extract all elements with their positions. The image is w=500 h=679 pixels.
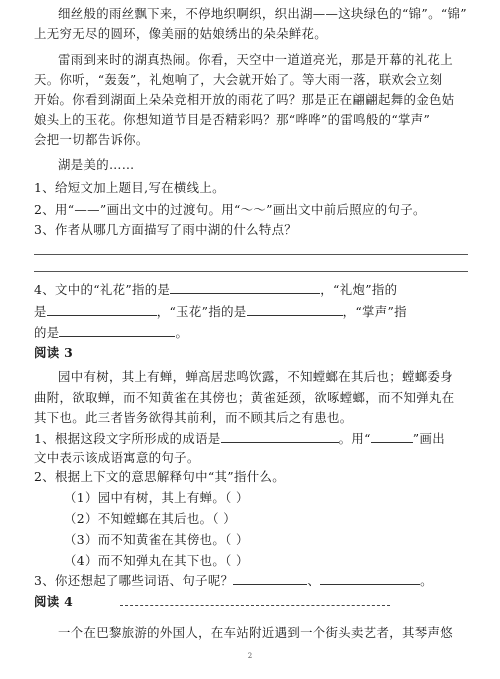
- reading2-p1-line1: 细丝般的雨丝飘下来，不停地织啊织，织出湖——这块绿色的“锦”。“锦”: [58, 6, 467, 21]
- r3-q1-blank-mark[interactable]: [371, 430, 413, 443]
- reading3-q2-item-2: （2）不知螳螂在其后也。（ ）: [64, 511, 236, 526]
- q4-text-d: ，“玉花”指的是: [156, 304, 247, 319]
- r3-q3-text-b: 、: [307, 573, 321, 588]
- reading2-p3: 湖是美的……: [58, 157, 135, 172]
- reading3-question-1-line2: 文中表示该成语寓意的句子。: [34, 450, 200, 465]
- reading3-question-2: 2、根据上下文的意思解释句中“其”指什么。: [34, 469, 285, 484]
- reading2-p2-line5: 会把一切都告诉你。: [34, 132, 149, 147]
- answer-line-2[interactable]: [34, 271, 468, 272]
- q4-blank-yuhua[interactable]: [247, 303, 343, 316]
- r3-q3-text-c: 。: [420, 573, 433, 588]
- reading2-p2-line3: 开始。你看到湖面上朵朵竞相开放的雨花了吗？那是正在翩翩起舞的金色姑: [34, 92, 455, 107]
- reading4-p-line1: 一个在巴黎旅游的外国人，在车站附近遇到一个街头卖艺者，其琴声悠: [58, 625, 453, 640]
- q4-blank-lipao[interactable]: [47, 303, 157, 316]
- q4-text-e: ，“掌声”指: [342, 304, 407, 319]
- page-number: 2: [247, 652, 253, 660]
- reading3-heading: 阅读 3: [34, 345, 74, 360]
- r3-q3-blank-1[interactable]: [233, 572, 307, 585]
- reading2-p2-line4: 娘头上的玉花。你想知道节目是否精彩吗？那“哗哗”的雷鸣般的“掌声”: [34, 112, 431, 127]
- reading4-title-blank[interactable]: [120, 605, 390, 606]
- reading3-p-line3: 其下也。此三者皆务欲得其前利，而不顾其后之有患也。: [34, 410, 353, 425]
- reading4-heading: 阅读 4: [34, 594, 74, 609]
- reading3-question-1-line1: [34, 429, 470, 448]
- reading2-question-1: 1、给短文加上题目,写在横线上。: [34, 180, 225, 195]
- r3-q1-text-b: 。用“: [338, 431, 371, 446]
- reading2-p2-line1: 雷雨到来时的湖真热闹。你看，天空中一道道亮光，那是开幕的礼花上: [58, 52, 453, 67]
- q4-text-a: 4、文中的“礼花”指的是: [34, 282, 171, 297]
- reading2-p1-line2: 上无穷无尽的圆环，像美丽的姑娘绣出的朵朵鲜花。: [34, 26, 328, 41]
- q4-text-f: 的是: [34, 325, 60, 340]
- reading3-q2-item-4: （4）而不知弹丸在其下也。（ ）: [64, 553, 249, 568]
- reading2-p2-line2: 天。你听，“轰轰”，礼炮响了，大会就开始了。等大雨一落，联欢会立刻: [34, 72, 443, 87]
- r3-q3-blank-2[interactable]: [320, 572, 420, 585]
- r3-q1-text-c: ”画出: [412, 431, 445, 446]
- q4-text-b: ，“礼炮”指的: [320, 282, 398, 297]
- reading2-question-4-line2: [34, 302, 470, 321]
- reading3-q2-item-1: （1）园中有树，其上有蝉。（ ）: [64, 490, 249, 505]
- q4-blank-zhangsheng[interactable]: [59, 324, 175, 337]
- r3-q1-text-a: 1、根据这段文字所形成的成语是: [34, 431, 221, 446]
- r3-q3-text-a: 3、你还想起了哪些词语、句子呢？: [34, 573, 234, 588]
- reading2-question-4-line3: [34, 323, 470, 342]
- q4-text-c: 是: [34, 304, 47, 319]
- reading3-q2-item-3: （3）而不知黄雀在其傍也。（ ）: [64, 532, 249, 547]
- reading3-question-3: [34, 571, 470, 590]
- r3-q1-blank-idiom[interactable]: [221, 430, 339, 443]
- reading3-p-line1: 园中有树，其上有蝉，蝉高居悲鸣饮露，不知螳螂在其后也；螳螂委身: [58, 369, 453, 384]
- reading2-question-2: 2、用“——”画出文中的过渡句。用“～～”画出文中前后照应的句子。: [34, 202, 426, 217]
- q4-text-g: 。: [175, 325, 189, 340]
- reading3-p-line2: 曲附，欲取蝉，而不知黄雀在其傍也；黄雀延颈，欲啄螳螂，而不知弹丸在: [34, 390, 455, 405]
- q4-blank-lihua[interactable]: [170, 281, 320, 294]
- reading2-question-4-line1: [34, 280, 470, 299]
- answer-line-1[interactable]: [34, 254, 468, 255]
- reading2-question-3: 3、作者从哪几方面描写了雨中湖的什么特点？: [34, 222, 298, 237]
